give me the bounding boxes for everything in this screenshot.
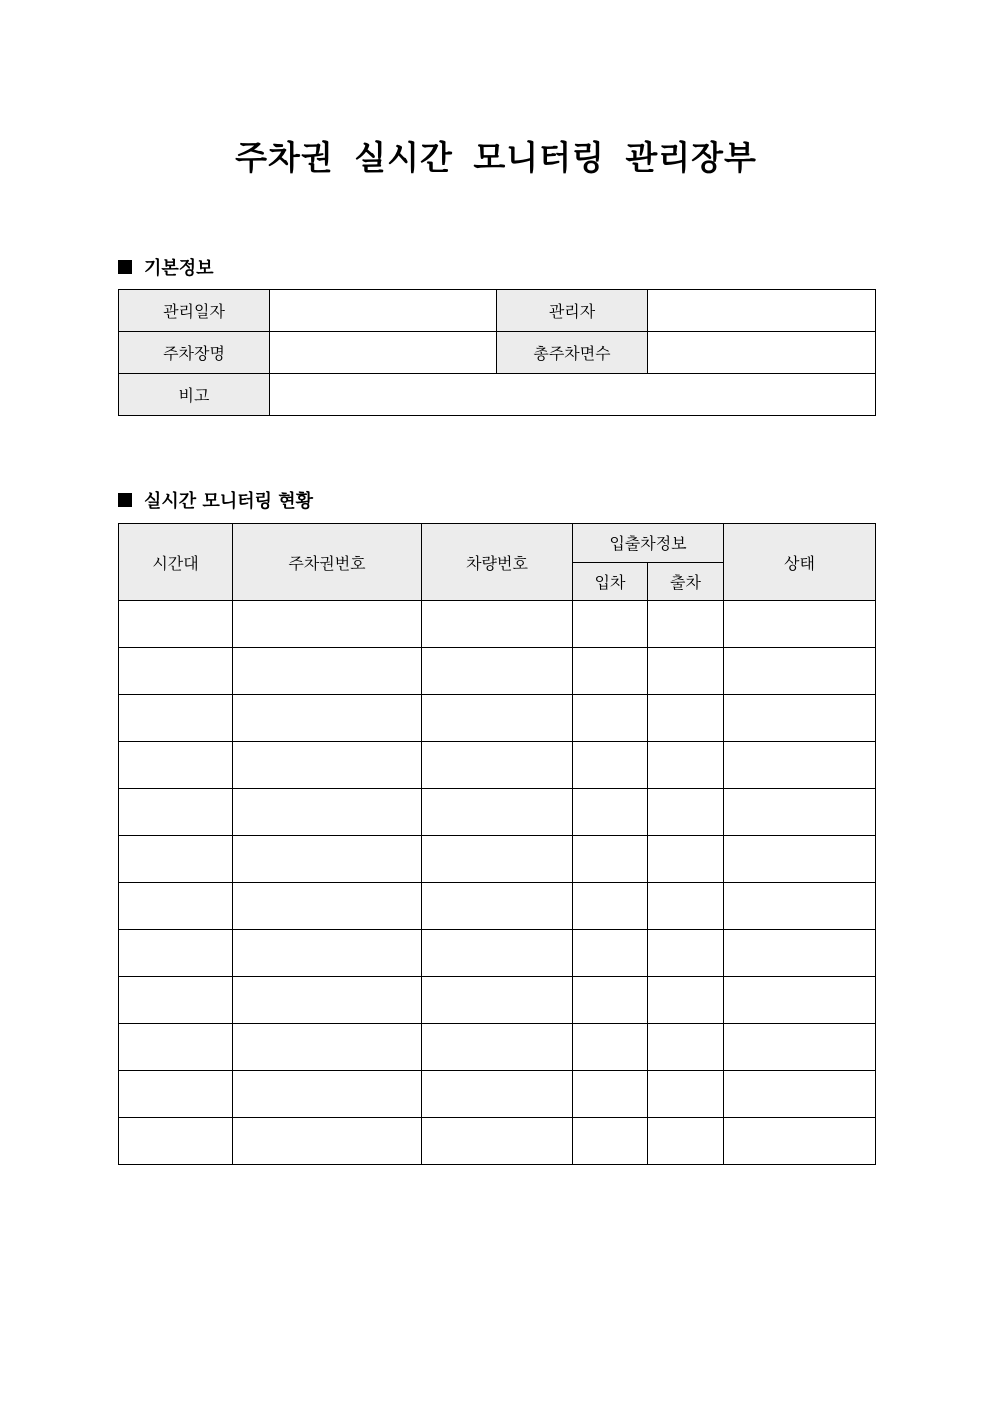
- entry-cell[interactable]: [573, 1071, 648, 1118]
- table-row: [119, 930, 876, 977]
- ticket-no-cell[interactable]: [233, 883, 422, 930]
- manager-label: 관리자: [497, 290, 648, 332]
- status-cell[interactable]: [724, 648, 876, 695]
- monitoring-table-body: [119, 601, 876, 1165]
- vehicle-no-cell[interactable]: [422, 742, 573, 789]
- vehicle-no-cell[interactable]: [422, 977, 573, 1024]
- section-heading-basic-label: 기본정보: [144, 258, 214, 279]
- status-cell[interactable]: [724, 742, 876, 789]
- status-header: 상태: [724, 524, 876, 601]
- time-slot-cell[interactable]: [119, 601, 233, 648]
- exit-cell[interactable]: [648, 836, 724, 883]
- exit-cell[interactable]: [648, 1118, 724, 1165]
- entry-cell[interactable]: [573, 930, 648, 977]
- time-slot-header: 시간대: [119, 524, 233, 601]
- exit-cell[interactable]: [648, 977, 724, 1024]
- status-cell[interactable]: [724, 977, 876, 1024]
- table-row: [119, 883, 876, 930]
- vehicle-no-cell[interactable]: [422, 648, 573, 695]
- parking-lot-name-field[interactable]: [270, 332, 497, 374]
- remarks-label: 비고: [119, 374, 270, 416]
- ticket-no-cell[interactable]: [233, 836, 422, 883]
- time-slot-cell[interactable]: [119, 742, 233, 789]
- vehicle-no-cell[interactable]: [422, 836, 573, 883]
- entry-cell[interactable]: [573, 977, 648, 1024]
- management-date-field[interactable]: [270, 290, 497, 332]
- table-row: [119, 742, 876, 789]
- vehicle-no-cell[interactable]: [422, 1118, 573, 1165]
- time-slot-cell[interactable]: [119, 930, 233, 977]
- status-cell[interactable]: [724, 601, 876, 648]
- ticket-no-cell[interactable]: [233, 1118, 422, 1165]
- ticket-no-cell[interactable]: [233, 789, 422, 836]
- entry-cell[interactable]: [573, 742, 648, 789]
- table-row: [119, 836, 876, 883]
- entry-cell[interactable]: [573, 601, 648, 648]
- ticket-no-cell[interactable]: [233, 648, 422, 695]
- table-row: [119, 374, 876, 416]
- table-row: [119, 695, 876, 742]
- square-bullet-icon: [118, 260, 132, 274]
- time-slot-cell[interactable]: [119, 883, 233, 930]
- exit-cell[interactable]: [648, 883, 724, 930]
- status-cell[interactable]: [724, 1071, 876, 1118]
- entry-header: 입차: [573, 562, 648, 601]
- exit-cell[interactable]: [648, 1071, 724, 1118]
- status-cell[interactable]: [724, 789, 876, 836]
- table-row: [119, 601, 876, 648]
- entry-cell[interactable]: [573, 648, 648, 695]
- ticket-no-cell[interactable]: [233, 977, 422, 1024]
- vehicle-no-cell[interactable]: [422, 1024, 573, 1071]
- exit-cell[interactable]: [648, 930, 724, 977]
- exit-cell[interactable]: [648, 695, 724, 742]
- exit-cell[interactable]: [648, 742, 724, 789]
- entry-cell[interactable]: [573, 789, 648, 836]
- remarks-field[interactable]: [270, 374, 876, 416]
- status-cell[interactable]: [724, 1024, 876, 1071]
- table-header-row: [119, 524, 876, 563]
- table-row: [119, 977, 876, 1024]
- time-slot-cell[interactable]: [119, 695, 233, 742]
- total-spaces-field[interactable]: [648, 332, 876, 374]
- ticket-no-cell[interactable]: [233, 1071, 422, 1118]
- time-slot-cell[interactable]: [119, 977, 233, 1024]
- monitoring-table: [118, 523, 876, 1165]
- status-cell[interactable]: [724, 883, 876, 930]
- exit-cell[interactable]: [648, 648, 724, 695]
- page-title: 주차권 실시간 모니터링 관리장부: [235, 138, 757, 177]
- status-cell[interactable]: [724, 695, 876, 742]
- manager-field[interactable]: [648, 290, 876, 332]
- basic-info-table: [118, 289, 876, 416]
- status-cell[interactable]: [724, 836, 876, 883]
- section-heading-monitoring-label: 실시간 모니터링 현황: [144, 491, 314, 512]
- vehicle-no-cell[interactable]: [422, 883, 573, 930]
- parking-lot-name-label: 주차장명: [119, 332, 270, 374]
- time-slot-cell[interactable]: [119, 648, 233, 695]
- square-bullet-icon: [118, 493, 132, 507]
- exit-header: 출차: [648, 562, 724, 601]
- entry-cell[interactable]: [573, 1118, 648, 1165]
- ticket-no-cell[interactable]: [233, 601, 422, 648]
- table-row: [119, 290, 876, 332]
- time-slot-cell[interactable]: [119, 1118, 233, 1165]
- ticket-no-cell[interactable]: [233, 742, 422, 789]
- table-row: [119, 332, 876, 374]
- vehicle-no-cell[interactable]: [422, 930, 573, 977]
- vehicle-no-cell[interactable]: [422, 789, 573, 836]
- time-slot-cell[interactable]: [119, 1071, 233, 1118]
- table-row: [119, 1071, 876, 1118]
- vehicle-no-cell[interactable]: [422, 695, 573, 742]
- section-heading-basic: [118, 254, 214, 280]
- inout-info-header: 입출차정보: [573, 524, 724, 563]
- exit-cell[interactable]: [648, 1024, 724, 1071]
- time-slot-cell[interactable]: [119, 1024, 233, 1071]
- time-slot-cell[interactable]: [119, 789, 233, 836]
- status-cell[interactable]: [724, 930, 876, 977]
- management-date-label: 관리일자: [119, 290, 270, 332]
- entry-cell[interactable]: [573, 695, 648, 742]
- table-row: [119, 1118, 876, 1165]
- table-row: [119, 789, 876, 836]
- time-slot-cell[interactable]: [119, 836, 233, 883]
- ticket-no-cell[interactable]: [233, 1024, 422, 1071]
- exit-cell[interactable]: [648, 601, 724, 648]
- table-row: [119, 648, 876, 695]
- vehicle-no-header: 차량번호: [422, 524, 573, 601]
- table-row: [119, 1024, 876, 1071]
- ticket-no-cell[interactable]: [233, 695, 422, 742]
- entry-cell[interactable]: [573, 883, 648, 930]
- status-cell[interactable]: [724, 1118, 876, 1165]
- ticket-no-cell[interactable]: [233, 930, 422, 977]
- entry-cell[interactable]: [573, 836, 648, 883]
- vehicle-no-cell[interactable]: [422, 1071, 573, 1118]
- vehicle-no-cell[interactable]: [422, 601, 573, 648]
- section-heading-monitoring: [118, 487, 313, 513]
- ticket-no-header: 주차권번호: [233, 524, 422, 601]
- exit-cell[interactable]: [648, 789, 724, 836]
- entry-cell[interactable]: [573, 1024, 648, 1071]
- total-spaces-label: 총주차면수: [497, 332, 648, 374]
